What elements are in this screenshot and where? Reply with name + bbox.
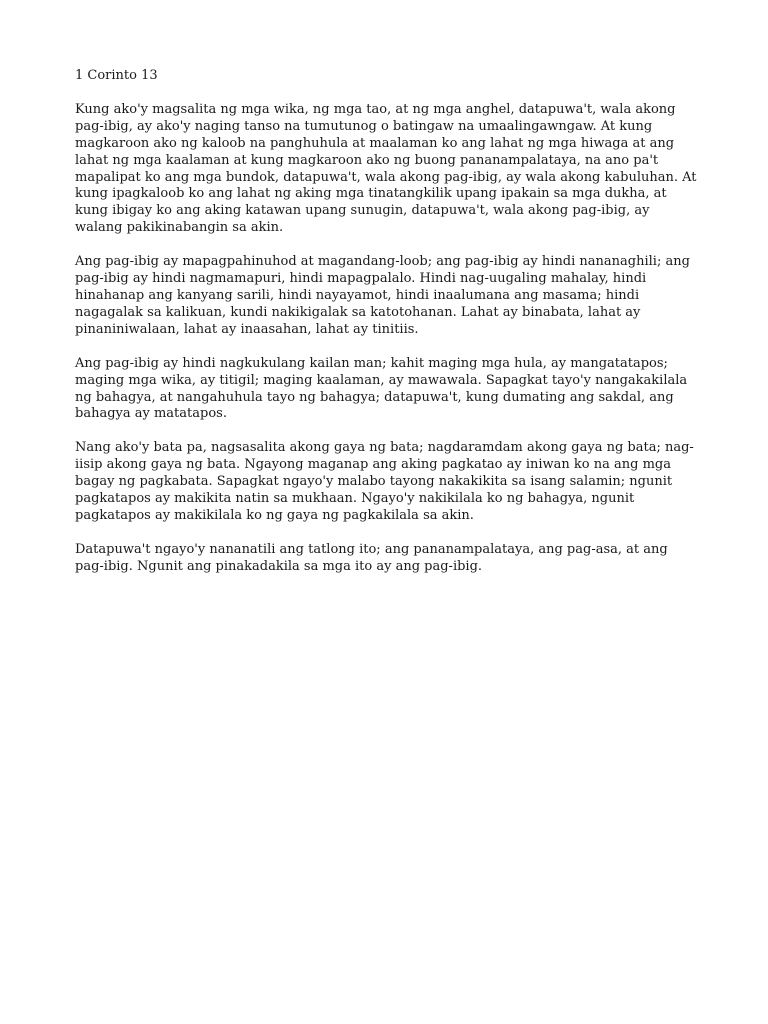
paragraph-5: Datapuwa't ngayo'y nananatili ang tatlong ito; ang pananampalataya, ang pag-asa, at ang pag-ibig. Ngunit ang pinakadakila sa mga ito ay ang pag-ibig.	[75, 541, 668, 574]
paragraph-2: Ang pag-ibig ay mapagpahinuhod at magandang-loob; ang pag-ibig ay hindi nananaghili; ang pag-ibig ay hindi nagmamapuri, hindi mapagpalalo. Hindi nag-uugaling mahalay, hindi hinahanap ang kanyang sarili, hindi nayayamot, hindi inaalumana ang masama; hindi nagagalak sa kalikuan, kundi nakikigalak sa katotohanan. Lahat ay binabata, lahat ay pinaniniwalaan, lahat ay inaasahan, lahat ay tinitiis.	[75, 254, 690, 337]
document-title: 1 Corinto 13	[75, 68, 158, 83]
paragraph-1: Kung ako'y magsalita ng mga wika, ng mga tao, at ng mga anghel, datapuwa't, wala akong pag-ibig, ay ako'y naging tanso na tumutunog o batingaw na umaalingawngaw. At kung magkaroon ako ng kaloob na panghuhula at maalaman ko ang lahat ng mga hiwaga at ang lahat ng mga kaalaman at kung magkaroon ako ng buong pananampalataya, na ano pa't mapalipat ko ang mga bundok, datapuwa't, wala akong pag-ibig, ay wala akong kabuluhan. At kung ipagkaloob ko ang lahat ng aking mga tinatangkilik upang ipakain sa mga dukha, at kung ibigay ko ang aking katawan upang sunugin, datapuwa't, wala akong pag-ibig, ay walang pakikinabangin sa akin.	[75, 101, 697, 236]
paragraph-4: Nang ako'y bata pa, nagsasalita akong gaya ng bata; nagdaramdam akong gaya ng bata; nag-iisip akong gaya ng bata. Ngayong maganap ang aking pagkatao ay iniwan ko na ang mga bagay ng pagkabata. Sapagkat ngayo'y malabo tayong nakakikita sa isang salamin; ngunit pagkatapos ay makikita natin sa mukhaan. Ngayo'y nakikilala ko ng bahagya, ngunit pagkatapos ay makikilala ko ng gaya ng pagkakilala sa akin.	[75, 440, 694, 523]
paragraph-3: Ang pag-ibig ay hindi nagkukulang kailan man; kahit maging mga hula, ay mangatatapos; maging mga wika, ay titigil; maging kaalaman, ay mawawala. Sapagkat tayo'y nangakakilala ng bahagya, at nangahuhula tayo ng bahagya; datapuwa't, kung dumating ang sakdal, ang bahagya ay matatapos.	[75, 355, 688, 422]
